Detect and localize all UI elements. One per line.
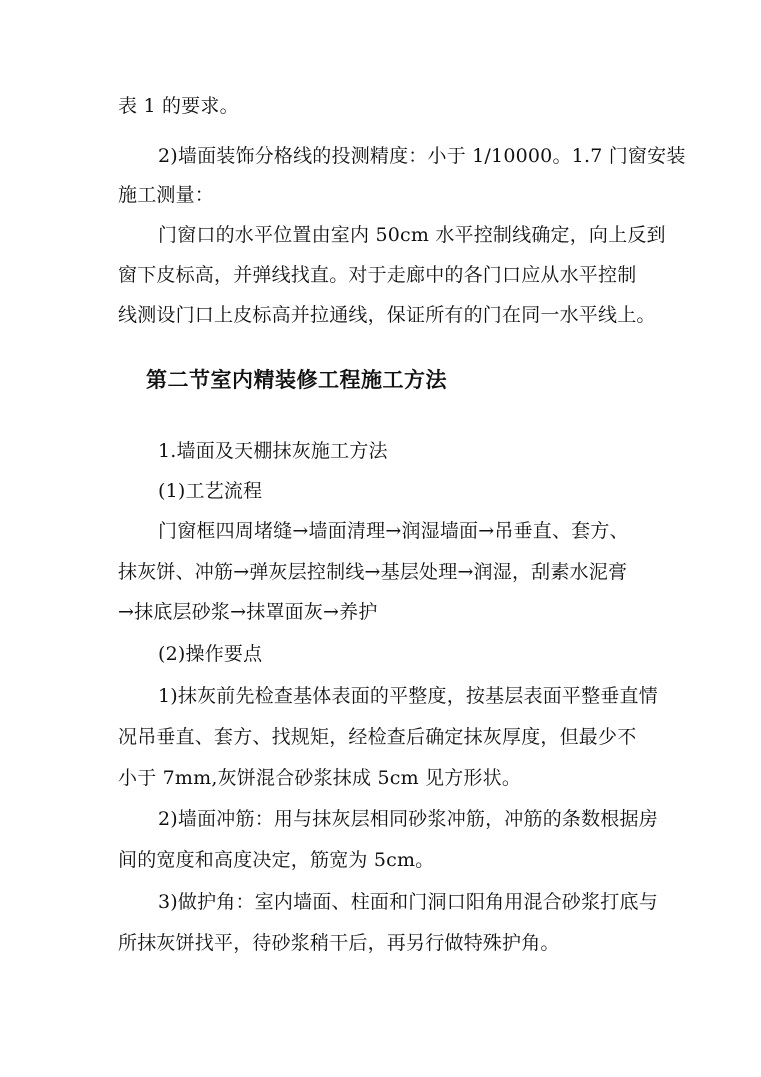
text-line: (1)工艺流程: [158, 480, 263, 502]
text-line: 所抹灰饼找平，待砂浆稍干后，再另行做特殊护角。: [118, 932, 560, 954]
text-line: 施工测量：: [118, 184, 215, 206]
text-line: 门窗框四周堵缝→墙面清理→润湿墙面→吊垂直、套方、: [158, 520, 629, 542]
text-line: 窗下皮标高，并弹线找直。对于走廊中的各门口应从水平控制: [118, 264, 637, 286]
text-line: 2)墙面装饰分格线的投测精度：小于 1/10000。1.7 门窗安装: [158, 145, 686, 167]
text-line: 抹灰饼、冲筋→弹灰层控制线→基层处理→润湿，刮素水泥膏: [118, 561, 628, 583]
text-line: 2)墙面冲筋：用与抹灰层相同砂浆冲筋，冲筋的条数根据房: [158, 808, 658, 830]
text-line: 况吊垂直、套方、找规矩，经检查后确定抹灰厚度，但最少不: [118, 726, 637, 748]
text-line: 1)抹灰前先检查基体表面的平整度，按基层表面平整垂直情: [158, 685, 658, 707]
text-line: 小于 7mm,灰饼混合砂浆抹成 5cm 见方形状。: [118, 767, 522, 789]
text-line: 1.墙面及天棚抹灰施工方法: [158, 440, 388, 462]
section-heading: 第二节室内精装修工程施工方法: [146, 367, 447, 392]
text-line: 表 1 的要求。: [118, 95, 239, 117]
text-line: 3)做护角：室内墙面、柱面和门洞口阳角用混合砂浆打底与: [158, 891, 658, 913]
text-line: 间的宽度和高度决定，筋宽为 5cm。: [118, 849, 435, 871]
text-line: (2)操作要点: [158, 643, 263, 665]
text-line: 门窗口的水平位置由室内 50cm 水平控制线确定，向上反到: [158, 224, 666, 246]
text-line: 线测设门口上皮标高并拉通线，保证所有的门在同一水平线上。: [118, 304, 656, 326]
text-line: →抹底层砂浆→抹罩面灰→养护: [118, 601, 378, 623]
